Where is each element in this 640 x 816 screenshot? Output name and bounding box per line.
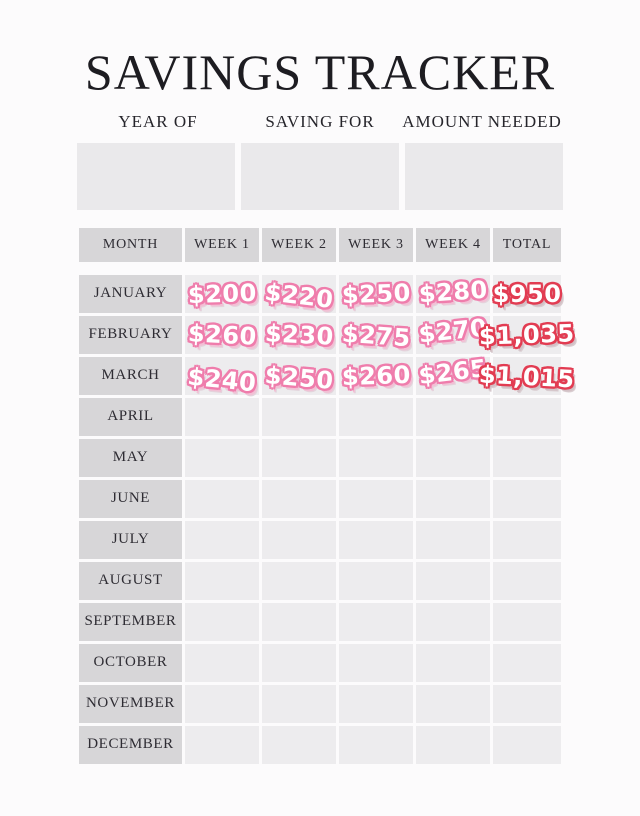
week2-cell[interactable]: [262, 480, 336, 518]
week2-cell[interactable]: [262, 603, 336, 641]
total-sticker: $1,035: [478, 318, 576, 351]
month-label-cell: FEBRUARY: [79, 316, 182, 354]
week4-cell[interactable]: [416, 644, 490, 682]
total-cell[interactable]: [493, 562, 561, 600]
amount-sticker: $250: [263, 360, 335, 395]
table-row-april: [79, 398, 561, 436]
week3-cell[interactable]: [339, 316, 413, 354]
amount-needed-input[interactable]: [405, 143, 563, 210]
table-row-october: [79, 644, 561, 682]
year-of-input[interactable]: [77, 143, 235, 210]
table-row-august: [79, 562, 561, 600]
table-row-may: [79, 439, 561, 477]
field-label-amount-needed: AMOUNT NEEDED: [402, 111, 562, 131]
week3-cell[interactable]: [339, 562, 413, 600]
table-row-december: [79, 726, 561, 764]
amount-sticker: $270: [416, 313, 489, 349]
total-cell[interactable]: [478, 316, 576, 354]
month-label-cell: MARCH: [79, 357, 182, 395]
week2-cell[interactable]: [262, 398, 336, 436]
total-cell[interactable]: [493, 644, 561, 682]
week3-cell[interactable]: [339, 439, 413, 477]
week3-cell[interactable]: [339, 726, 413, 764]
month-label-cell: NOVEMBER: [79, 685, 182, 723]
week2-cell[interactable]: [262, 521, 336, 559]
total-sticker: $1,015: [478, 360, 576, 393]
header-week2: WEEK 2: [262, 228, 336, 262]
month-label-cell: SEPTEMBER: [79, 603, 182, 641]
amount-sticker: $240: [185, 361, 258, 397]
month-label-cell: OCTOBER: [79, 644, 182, 682]
total-cell[interactable]: [493, 439, 561, 477]
header-month: MONTH: [79, 228, 182, 262]
week3-cell[interactable]: [339, 603, 413, 641]
header-week3: WEEK 3: [339, 228, 413, 262]
header-total: TOTAL: [493, 228, 561, 262]
table-row-july: [79, 521, 561, 559]
field-label-year-of: YEAR OF: [118, 111, 198, 131]
header-week1: WEEK 1: [185, 228, 259, 262]
week1-cell[interactable]: [185, 316, 259, 354]
week1-cell[interactable]: [185, 480, 259, 518]
month-label-cell: APRIL: [79, 398, 182, 436]
week1-cell[interactable]: [185, 685, 259, 723]
total-cell[interactable]: [478, 357, 576, 395]
week1-cell[interactable]: [185, 644, 259, 682]
total-cell[interactable]: [493, 603, 561, 641]
amount-sticker: $230: [263, 318, 335, 351]
amount-sticker: $250: [341, 278, 411, 309]
week1-cell[interactable]: [185, 726, 259, 764]
field-labels-row: [0, 112, 640, 132]
month-label-cell: JUNE: [79, 480, 182, 518]
week3-cell[interactable]: [339, 275, 413, 313]
week2-cell[interactable]: [262, 439, 336, 477]
week1-cell[interactable]: [185, 521, 259, 559]
week4-cell[interactable]: [416, 685, 490, 723]
week4-cell[interactable]: [416, 275, 490, 313]
amount-sticker: $200: [187, 278, 257, 309]
week4-cell[interactable]: [416, 603, 490, 641]
week1-cell[interactable]: [185, 603, 259, 641]
week1-cell[interactable]: [185, 398, 259, 436]
week3-cell[interactable]: [339, 398, 413, 436]
week4-cell[interactable]: [416, 726, 490, 764]
field-boxes-row: [0, 143, 640, 210]
table-row-september: [79, 603, 561, 641]
total-cell[interactable]: [493, 521, 561, 559]
week2-cell[interactable]: [262, 275, 336, 313]
week4-cell[interactable]: [416, 439, 490, 477]
page-title: SAVINGS TRACKER: [84, 44, 556, 100]
table-body: [79, 275, 576, 764]
week3-cell[interactable]: [339, 685, 413, 723]
total-cell[interactable]: [493, 685, 561, 723]
week2-cell[interactable]: [262, 316, 336, 354]
week4-cell[interactable]: [416, 562, 490, 600]
week3-cell[interactable]: [339, 357, 413, 395]
week2-cell[interactable]: [262, 685, 336, 723]
week2-cell[interactable]: [262, 562, 336, 600]
savings-table: [0, 228, 640, 764]
amount-sticker: $260: [186, 318, 258, 351]
week1-cell[interactable]: [185, 357, 259, 395]
amount-sticker: $265: [416, 353, 489, 390]
week1-cell[interactable]: [185, 439, 259, 477]
week4-cell[interactable]: [416, 480, 490, 518]
month-label-cell: AUGUST: [79, 562, 182, 600]
table-header-row: [79, 228, 561, 262]
table-row-february: [79, 313, 576, 354]
table-row-june: [79, 480, 561, 518]
total-sticker: $950: [492, 279, 562, 308]
month-label-cell: DECEMBER: [79, 726, 182, 764]
total-cell[interactable]: [493, 275, 561, 313]
month-label-cell: JULY: [79, 521, 182, 559]
week2-cell[interactable]: [262, 726, 336, 764]
week3-cell[interactable]: [339, 644, 413, 682]
week4-cell[interactable]: [416, 398, 490, 436]
header-week4: WEEK 4: [416, 228, 490, 262]
table-row-march: [79, 353, 576, 397]
week4-cell[interactable]: [416, 521, 490, 559]
week1-cell[interactable]: [185, 275, 259, 313]
week2-cell[interactable]: [262, 644, 336, 682]
total-cell[interactable]: [493, 726, 561, 764]
amount-sticker: $220: [262, 277, 335, 314]
amount-sticker: $275: [340, 319, 412, 352]
table-row-january: [79, 275, 561, 313]
field-label-saving-for: SAVING FOR: [265, 111, 375, 131]
table-row-november: [79, 685, 561, 723]
amount-sticker: $260: [341, 360, 411, 391]
saving-for-input[interactable]: [241, 143, 399, 210]
week1-cell[interactable]: [185, 562, 259, 600]
month-label-cell: MAY: [79, 439, 182, 477]
month-label-cell: JANUARY: [79, 275, 182, 313]
amount-sticker: $280: [417, 275, 489, 308]
week3-cell[interactable]: [339, 521, 413, 559]
total-cell[interactable]: [493, 480, 561, 518]
week3-cell[interactable]: [339, 480, 413, 518]
week2-cell[interactable]: [262, 357, 336, 395]
total-cell[interactable]: [493, 398, 561, 436]
